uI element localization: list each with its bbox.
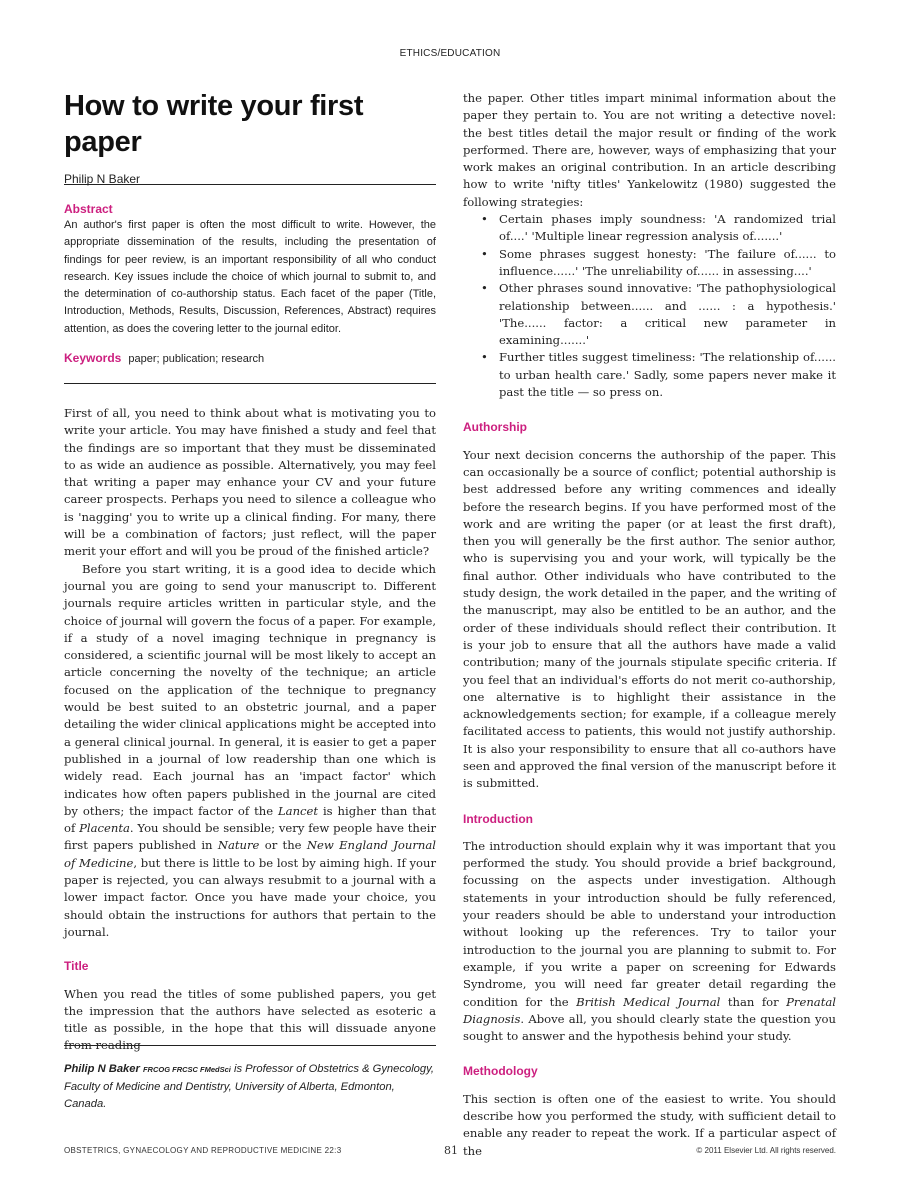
paragraph-methodology: This section is often one of the easiest to write. You should describe how you performed the study, with sufficient detail to enable any reader to repeat the work. If a particular aspect of the (463, 1091, 836, 1158)
list-item: • Further titles suggest timeliness: 'The relationship of...... to urban health care.' Sadly, some papers never make it past the title — so press on. (481, 349, 836, 401)
paragraph-introduction: The introduction should explain why it was important that you performed the study. You should provide a brief background, focussing on the aspects under investigation. Although statements in your introduction should be fully referenced, your readers should be able to understand your introduction without looking up the references. Try to tailor your introduction to the journal you are planning to submit to. For example, if you write a paper on screening for Edwards Syndrome, you will need far greater detail regarding the condition for the British Medical Journal than for Prenatal Diagnosis. Above all, you should clearly state the question you sought to answer and the hypothesis behind your study. (463, 838, 836, 1044)
section-heading-methodology: Methodology (463, 1064, 538, 1079)
right-column-body (463, 90, 836, 1160)
title-block (64, 88, 436, 186)
keywords-line (64, 351, 436, 365)
divider-top (64, 184, 436, 185)
paragraph-title: When you read the titles of some published papers, you get the impression that the authors have selected as esoteric a title as possible, in the hope that this will dissuade anyone from reading (64, 986, 436, 1053)
abstract-block (64, 202, 436, 365)
paragraph-journal-choice: Before you start writing, it is a good idea to decide which journal you are going to send your manuscript to. Different journals require articles written in particular style, and the choice of journal will govern the focus of a paper. For example, if a study of a novel imaging technique in pregnancy is considered, a scientific journal will be most likely to accept an article concerning the novelty of the technique; an article focused on the application of the technique to pregnancy would be best suited to an obstetric journal, and a paper detailing the wider clinical applications might be accepted into a general clinical journal. In general, it is easier to get a paper published in a journal of low readership than one which is widely read. Each journal has an 'impact factor' which indicates how often papers published in the journal are cited by others; the impact factor of the Lancet is higher than that of Placenta. You should be sensible; very few people have their first papers published in Nature or the New England Journal of Medicine, but there is little to be lost by aiming high. If your paper is rejected, you can always resubmit to a journal with a lower impact factor. Once you have made your choice, you should obtain the instructions for authors that pertain to the journal. (64, 561, 436, 939)
page-number: 81 (444, 1144, 458, 1157)
left-column-body (64, 405, 436, 1055)
paragraph-title-continued: the paper. Other titles impart minimal information about the paper they pertain to. You are not writing a detective novel: the best titles detail the major result or finding of the work performed. There are, however, ways of emphasizing that your work makes an original contribution. In an article describing how to write 'nifty titles' Yankelowitz (1980) suggested the following strategies: (463, 91, 836, 209)
abstract-body: An author's first paper is often the most difficult to write. However, the appropriate dissemination of the results, including the presentation of findings for peer review, is an important responsibility of all who conduct research. Key issues include the choice of which journal to submit to, and the determination of co-authorship status. Each facet of the paper (Title, Introduction, Methods, Results, Discussion, References, Abstract) requires attention, as does the covering letter to the journal editor. (64, 219, 436, 335)
title-strategies-list (481, 211, 836, 401)
list-item: • Some phrases suggest honesty: 'The failure of...... to influence......' 'The unreliability of...... in assessing....' (481, 246, 836, 281)
paragraph-motivation: First of all, you need to think about what is motivating you to write your article. You may have finished a study and feel that the findings are so important that they must be disseminated to as wide an audience as possible. Alternatively, you may feel that writing a paper may enhance your CV and your future career prospects. Perhaps you need to silence a colleague who is 'nagging' you to write up a clinical finding. For many, there will be a combination of factors; just reflect, will the paper merit your effort and will you be proud of the finished article? (64, 406, 436, 559)
paragraph-authorship: Your next decision concerns the authorship of the paper. This can occasionally be a source of conflict; potential authorship is best addressed before any writing commences and ideally before the research begins. If you have performed most of the work and are writing the paper (or at least the first draft), then you will generally be the first author. The senior author, who is supervising you and your work, will typically be the final author. Other individuals who have contributed to the study design, the work detailed in the paper, and the writing of the manuscript, may also be entitled to be an author, and the order of these individuals should reflect their contribution. It is your job to ensure that all the authors have made a valid contribution; many of the journals stipulate specific criteria. If you feel that an individual's efforts do not merit co-authorship, one alternative is to highlight their assistance in the acknowledgements section; for example, if a colleague merely facilitated access to patients, this would not justify authorship. It is also your responsibility to ensure that all co-authors have seen and approved the final version of the manuscript before it is submitted. (463, 447, 836, 791)
footer-journal: OBSTETRICS, GYNAECOLOGY AND REPRODUCTIVE MEDICINE 22:3 (64, 1146, 342, 1155)
article-author: Philip N Baker (64, 172, 141, 186)
section-heading-title: Title (64, 959, 89, 974)
list-item: • Other phrases sound innovative: 'The pathophysiological relationship between...... and ...... : a hypothesis.' 'The...... factor: a critical new parameter in examining.......' (481, 280, 836, 349)
article-title: How to write your first paper (64, 90, 364, 158)
divider-abstract-end (64, 383, 436, 384)
abstract-heading: Abstract (64, 202, 113, 216)
section-heading-authorship: Authorship (463, 420, 527, 435)
footer-copyright: © 2011 Elsevier Ltd. All rights reserved. (696, 1146, 836, 1155)
keywords-list: paper; publication; research (128, 353, 265, 366)
section-heading-introduction: Introduction (463, 811, 533, 826)
section-tag: ETHICS/EDUCATION (399, 48, 501, 59)
list-item: • Certain phases imply soundness: 'A randomized trial of....' 'Multiple linear regression analysis of.......' (481, 211, 836, 246)
divider-footnote (64, 1045, 436, 1046)
author-footnote: Philip N Baker FRCOG FRCSC FMedSci is Professor of Obstetrics & Gynecology, Faculty of Medicine and Dentistry, University of Alberta, Edmonton, Canada. (64, 1063, 434, 1110)
keywords-heading: Keywords (64, 351, 122, 366)
